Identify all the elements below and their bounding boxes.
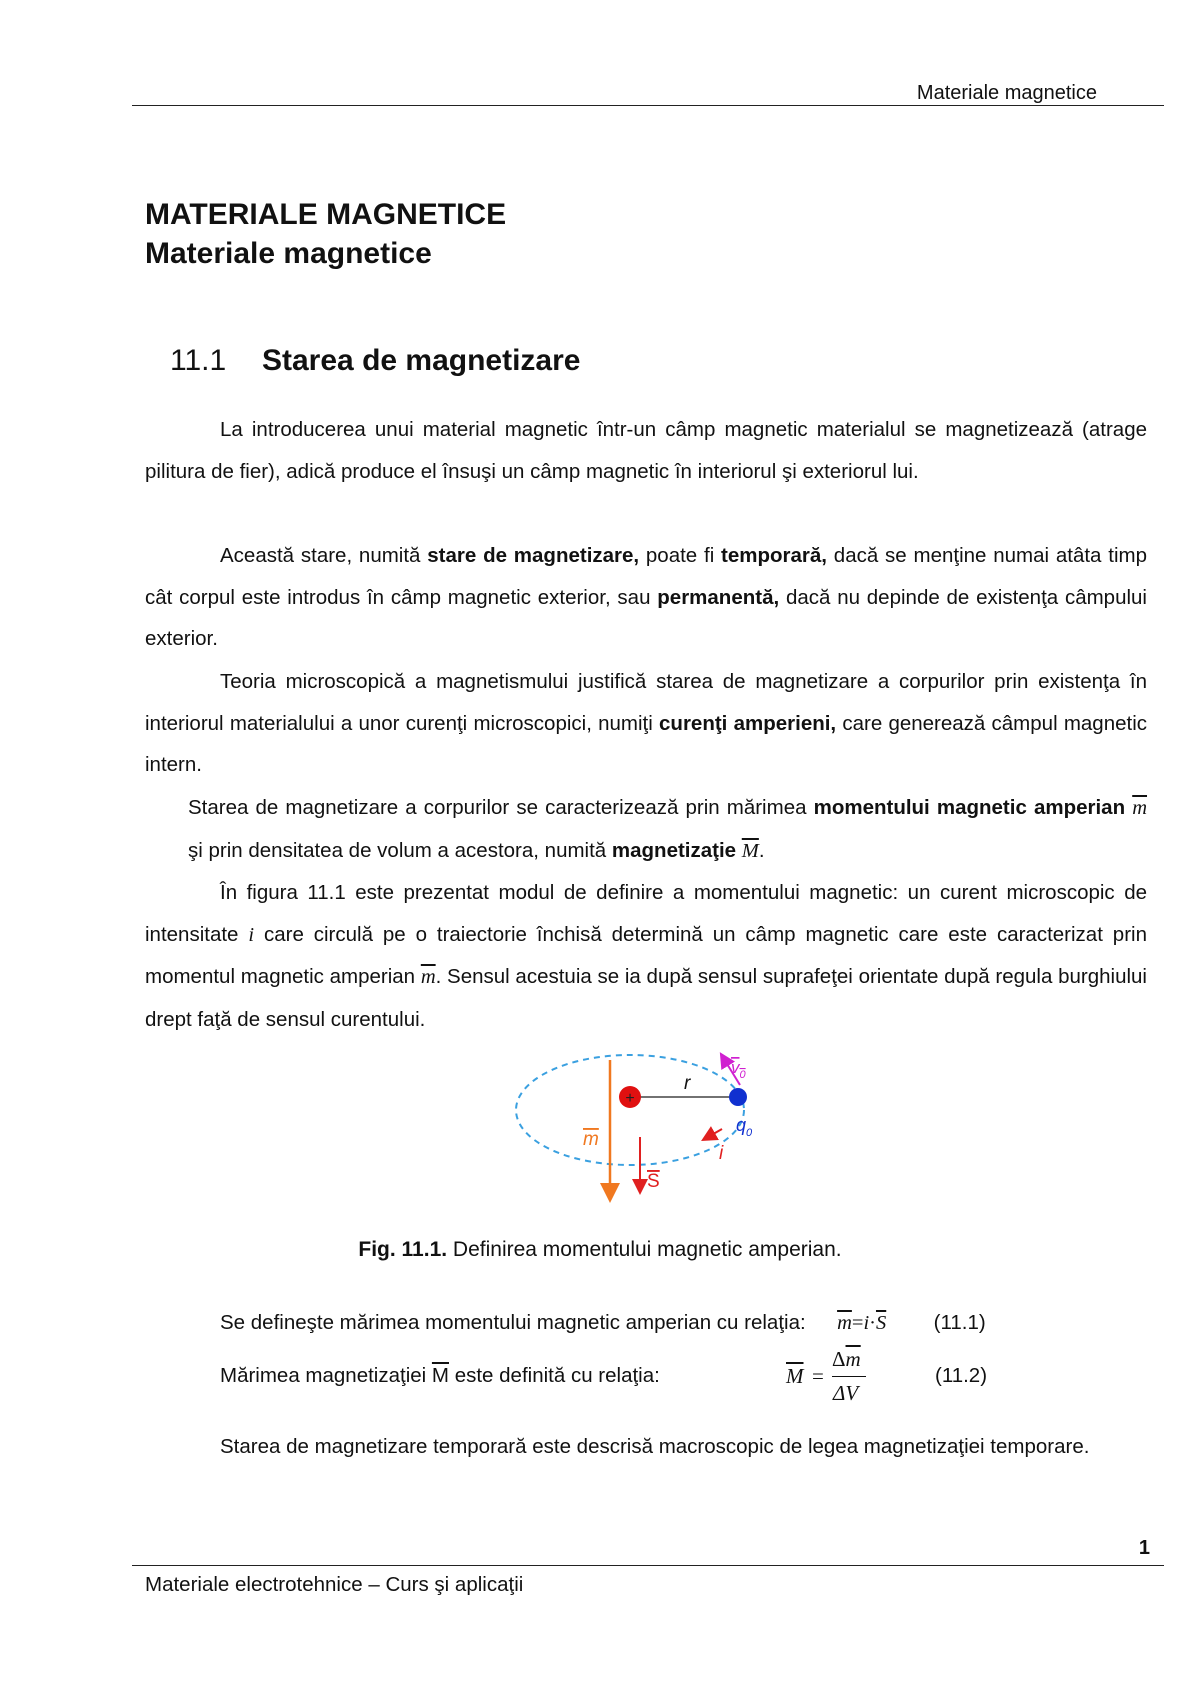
eq1-symbol-S: $\overline{S}$: [875, 1312, 887, 1334]
p3-c: care generează câmpul magnetic intern.: [145, 711, 1148, 776]
p2-e: dacă se menţine numai atâta timp cât corpul este introdus în câmp magnetic exterior, sau: [145, 544, 1147, 609]
paragraph-2: [145, 535, 1147, 660]
paragraph-1-text: La introducerea unui material magnetic într-un câmp magnetic materialul se magnetizează (atrage pilitura de fier), adică produce el însuşi un câmp magnetic în interiorul şi exteriorul lui.: [145, 418, 1147, 483]
p2-g: dacă nu depinde de existenţa câmpului exterior.: [145, 585, 1147, 650]
paragraph-5: [145, 872, 1147, 1040]
orbit-ellipse: [516, 1055, 744, 1165]
p2-term-permanenta: permanentă,: [657, 585, 780, 609]
p2-c: poate fi: [639, 544, 722, 567]
p4-c: şi prin densitatea de volum a acestora, numită: [188, 838, 612, 862]
p3-term-curenti: curenţi amperieni,: [659, 711, 837, 735]
footer-dash: –: [362, 1573, 386, 1596]
label-q0: $q_0$: [736, 1115, 753, 1139]
running-title: Materiale magnetice: [916, 82, 1097, 104]
paragraph-6-text: Starea de magnetizare temporară este descrisă macroscopic de legea magnetizaţiei temporare.: [220, 1435, 1090, 1458]
footer-rule: [132, 1565, 1164, 1566]
p4-symbol-m: $\overline{m}$: [1132, 797, 1148, 819]
eq2-inline-M: $\overline{M}$: [431, 1364, 449, 1387]
eq1-dot: ·: [869, 1312, 876, 1334]
p5-symbol-m: $\overline{m}$: [420, 966, 436, 988]
eq1-number: (11.1): [933, 1311, 986, 1334]
footer-course-a: Materiale electrotehnice: [145, 1573, 363, 1596]
p4-a: Starea de magnetizare a corpurilor se caracterizează prin mărimea: [188, 796, 814, 819]
section-number: 11.1: [170, 344, 227, 377]
eq2-text-b: este definită cu relaţia:: [449, 1364, 660, 1387]
figure-caption: [0, 1238, 1200, 1262]
current-arrow: [708, 1129, 722, 1137]
nucleus-plus-label: +: [625, 1090, 635, 1107]
p5-c: . Sensul acestuia se ia după sensul suprafeţei orientate după regula burghiului drept faţă de sensul curentului.: [145, 965, 1147, 1031]
figure-amperian-moment: [510, 1045, 753, 1220]
equation-11-1-line: [220, 1311, 986, 1335]
eq2-text-a: Mărimea magnetizaţiei: [220, 1364, 432, 1387]
p4-term-magnetizatie: magnetizaţie: [611, 838, 737, 862]
label-i: i: [719, 1143, 724, 1164]
eq1-symbol-i: i: [863, 1312, 870, 1334]
eq1-equals: =: [851, 1312, 864, 1334]
label-v0: $v_0$: [731, 1058, 746, 1081]
electron: [729, 1088, 747, 1106]
caption-label: Fig. 11.1.: [358, 1238, 448, 1261]
p4-symbol-M: $\overline{M}$: [741, 839, 759, 862]
eq2-symbol-M: $\overline{M}$: [786, 1364, 804, 1388]
section-heading: [170, 344, 580, 378]
eq2-number: (11.2): [935, 1364, 988, 1387]
p5-b: care circulă pe o traiectorie închisă determină un câmp magnetic care este caracterizat prin momentul magnetic amperian: [145, 922, 1147, 988]
footer-course-b: Curs şi aplicaţii: [385, 1573, 524, 1596]
eq2-denominator: ΔV: [833, 1381, 859, 1405]
header-rule: [132, 105, 1164, 106]
paragraph-4: [188, 787, 1147, 872]
caption-text: Definirea momentului magnetic amperian.: [447, 1238, 842, 1261]
page-number: 1: [1138, 1537, 1150, 1559]
p2-term-stare: stare de magnetizare,: [427, 544, 640, 567]
p2-term-temporara: temporară,: [721, 544, 828, 567]
paragraph-3: [145, 661, 1147, 786]
section-title: Starea de magnetizare: [262, 344, 581, 377]
eq1-symbol-m: $\overline{m}$: [837, 1312, 852, 1334]
eq1-text: Se defineşte mărimea momentului magnetic amperian cu relaţia:: [220, 1311, 806, 1334]
p2-a: Această stare, numită: [220, 544, 428, 567]
eq2-equals: =: [812, 1364, 824, 1388]
equation-11-2-line: [220, 1364, 660, 1388]
paragraph-6: [145, 1426, 1147, 1468]
label-r: r: [684, 1073, 691, 1094]
p4-end: .: [758, 838, 765, 862]
eq2-numerator: $\Delta\overline{m}$: [832, 1347, 861, 1371]
p3-a: Teoria microscopică a magnetismului justifică starea de magnetizare a corpurilor prin existenţa în interiorul materialului a unor curenţi microscopici, numiţi: [145, 670, 1147, 735]
main-title: MATERIALE MAGNETICE: [145, 198, 507, 231]
p4-term-moment: momentului magnetic amperian: [813, 796, 1126, 819]
label-m: m: [583, 1129, 599, 1150]
main-subtitle: Materiale magnetice: [145, 237, 432, 270]
paragraph-1: [145, 409, 1147, 492]
eq2-fraction-bar: [832, 1376, 866, 1377]
p5-a: În figura 11.1 este prezentat modul de definire a momentului magnetic: un curent microscopic de intensitate: [145, 881, 1147, 946]
label-S: S: [647, 1171, 660, 1192]
p5-symbol-i: i: [248, 923, 255, 946]
footer-course: [145, 1573, 523, 1597]
